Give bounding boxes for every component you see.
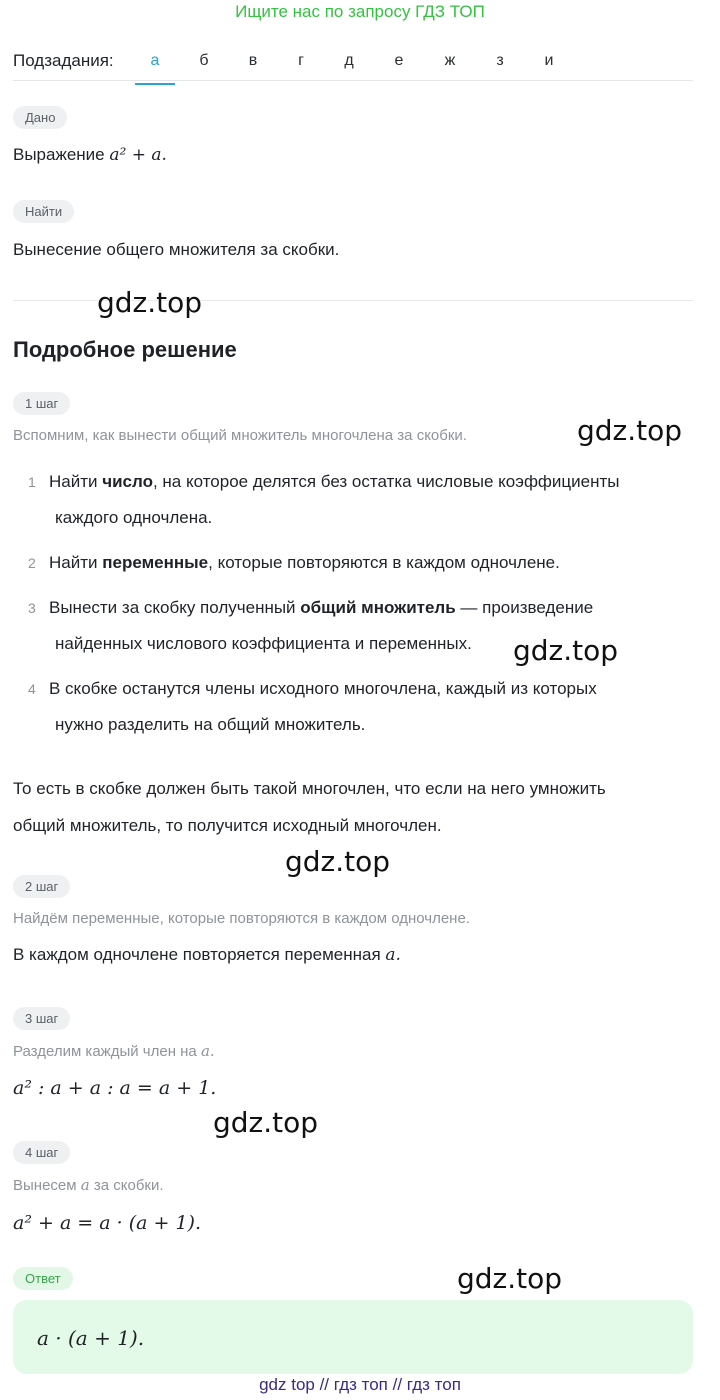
- watermark: gdz.top: [97, 286, 203, 319]
- tab-d[interactable]: д: [344, 52, 354, 69]
- subtasks-label: Подзадания:: [13, 51, 114, 70]
- step1-summary: [13, 770, 606, 844]
- step1-chip: 1 шаг: [13, 392, 70, 415]
- given-chip: Дано: [13, 106, 67, 129]
- tab-e[interactable]: е: [394, 52, 404, 69]
- step2-text: [13, 945, 401, 965]
- item-bold: общий множитель: [300, 598, 456, 617]
- given-text: [13, 145, 167, 165]
- step1-item-number: 4: [28, 681, 36, 697]
- item-bold: переменные: [102, 553, 209, 572]
- item-continuation: каждого одночлена.: [55, 508, 213, 527]
- tab-z[interactable]: з: [496, 52, 504, 69]
- item-text: Найти: [49, 553, 103, 572]
- item-continuation: найденных числового коэффициента и переменных.: [55, 634, 472, 653]
- step1-hint: Вспомним, как вынести общий множитель многочлена за скобки.: [13, 427, 467, 444]
- step4-hint-math: a: [80, 1176, 90, 1194]
- step2-hint: Найдём переменные, которые повторяются в каждом одночлене.: [13, 910, 470, 927]
- step1-item-number: 3: [28, 600, 36, 616]
- answer-box: [13, 1300, 693, 1374]
- watermark: gdz.top: [285, 845, 391, 878]
- subtask-tabs: [13, 48, 693, 81]
- step4-math: a² + a = a · (a + 1).: [13, 1212, 201, 1234]
- item-text: , которые повторяются в каждом одночлене.: [208, 553, 560, 572]
- step4-chip: 4 шаг: [13, 1141, 70, 1164]
- watermark: gdz.top: [513, 634, 619, 667]
- item-text: В скобке останутся члены исходного многочлена, каждый из которых: [49, 679, 597, 698]
- tab-v[interactable]: в: [248, 52, 258, 69]
- tab-b[interactable]: б: [199, 52, 209, 69]
- step1-item-number: 1: [28, 474, 36, 490]
- find-chip: Найти: [13, 200, 74, 223]
- find-text: Вынесение общего множителя за скобки.: [13, 240, 340, 259]
- step2-math: a.: [385, 945, 401, 965]
- summary-line: общий множитель, то получится исходный многочлен.: [13, 816, 442, 835]
- solution-heading: Подробное решение: [13, 337, 237, 362]
- watermark: gdz.top: [213, 1106, 319, 1139]
- step1-item: [49, 545, 679, 581]
- step1-item: [49, 671, 679, 743]
- watermark: gdz.top: [457, 1262, 563, 1295]
- answer-chip: Ответ: [13, 1267, 73, 1290]
- summary-line: То есть в скобке должен быть такой многочлен, что если на него умножить: [13, 779, 606, 798]
- item-text: Найти: [49, 472, 103, 491]
- step4-hint-post: за скобки.: [93, 1177, 164, 1194]
- tab-zh[interactable]: ж: [444, 52, 456, 69]
- tab-g[interactable]: г: [298, 52, 304, 69]
- step3-hint-math: a.: [200, 1042, 215, 1060]
- step3-hint: [13, 1042, 215, 1060]
- item-bold: число: [102, 472, 153, 491]
- step2-label: В каждом одночлене повторяется переменная: [13, 945, 381, 964]
- step4-hint-pre: Вынесем: [13, 1177, 77, 1194]
- given-label: Выражение: [13, 145, 105, 164]
- tab-i[interactable]: и: [544, 52, 554, 69]
- item-text: — произведение: [455, 598, 594, 617]
- item-text: Вынести за скобку полученный: [49, 598, 301, 617]
- step3-chip: 3 шаг: [13, 1007, 70, 1030]
- step3-math: a² : a + a : a = a + 1.: [13, 1077, 217, 1099]
- step2-chip: 2 шаг: [13, 875, 70, 898]
- step1-item: [49, 464, 679, 536]
- footer-links[interactable]: gdz top // гдз топ // гдз топ: [259, 1375, 461, 1394]
- search-banner: Ищите нас по запросу ГДЗ ТОП: [235, 2, 485, 21]
- watermark: gdz.top: [577, 414, 683, 447]
- given-math: a² + a.: [109, 145, 167, 165]
- item-text: , на которое делятся без остатка числовые коэффициенты: [152, 472, 620, 491]
- step1-item-number: 2: [28, 555, 36, 571]
- answer-math: a · (a + 1).: [37, 1326, 145, 1350]
- item-continuation: нужно разделить на общий множитель.: [55, 715, 366, 734]
- step4-hint: [13, 1176, 164, 1194]
- tab-a[interactable]: а: [135, 52, 175, 85]
- step3-hint-text: Разделим каждый член на: [13, 1043, 197, 1060]
